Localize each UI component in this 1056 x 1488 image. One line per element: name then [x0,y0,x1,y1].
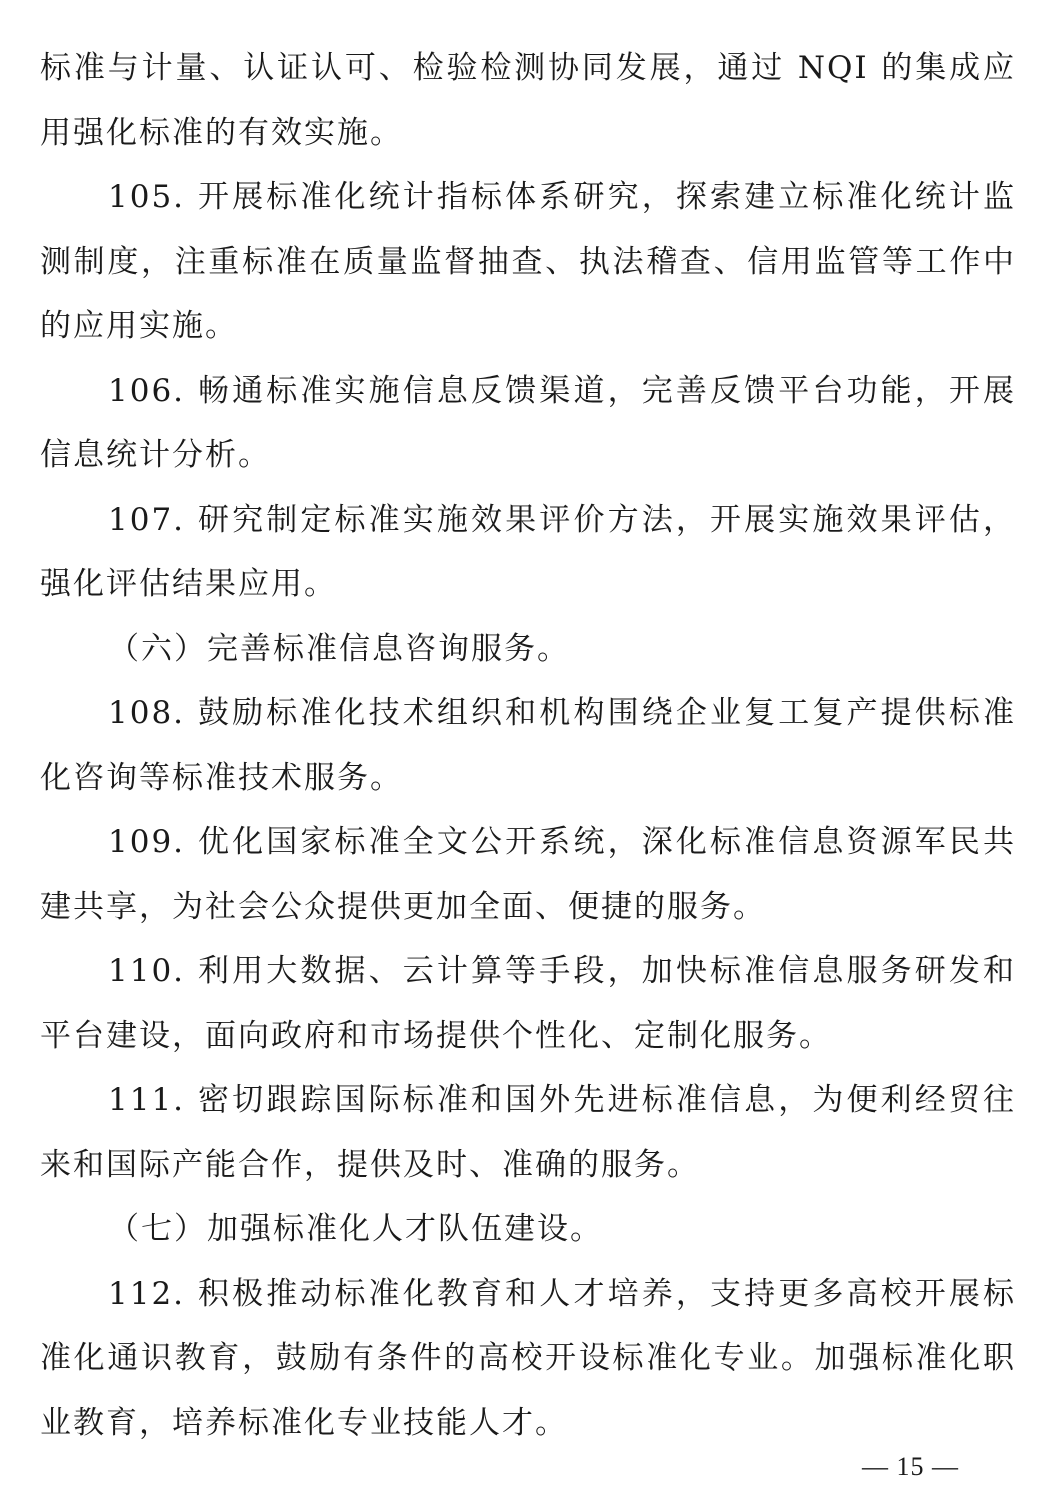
paragraph-item-109: 109. 优化国家标准全文公开系统，深化标准信息资源军民共建共享，为社会公众提供更加全面、便捷的服务。 [40,824,1016,925]
page-number: — 15 — [862,1452,959,1481]
paragraph-item-112: 112. 积极推动标准化教育和人才培养，支持更多高校开展标准化通识教育，鼓励有条件的高校开设标准化专业。加强标准化职业教育，培养标准化专业技能人才。 [40,1275,1016,1441]
paragraph-item-111: 111. 密切跟踪国际标准和国外先进标准信息，为便利经贸往来和国际产能合作，提供及时、准确的服务。 [40,1082,1016,1183]
paragraph-item-107: 107. 研究制定标准实施效果评价方法，开展实施效果评估，强化评估结果应用。 [40,501,1016,602]
paragraph-continuation: 标准与计量、认证认可、检验检测协同发展，通过 NQI 的集成应用强化标准的有效实施。 [40,50,1016,151]
paragraph-item-106: 106. 畅通标准实施信息反馈渠道，完善反馈平台功能，开展信息统计分析。 [40,372,1016,473]
paragraph-item-108: 108. 鼓励标准化技术组织和机构围绕企业复工复产提供标准化咨询等标准技术服务。 [40,695,1016,796]
section-heading-6: （六）完善标准信息咨询服务。 [108,630,570,667]
paragraph-item-110: 110. 利用大数据、云计算等手段，加快标准信息服务研发和平台建设，面向政府和市场提供个性化、定制化服务。 [40,953,1016,1054]
section-heading-7: （七）加强标准化人才队伍建设。 [108,1211,603,1247]
paragraph-item-105: 105. 开展标准化统计指标体系研究，探索建立标准化统计监测制度，注重标准在质量监督抽查、执法稽查、信用监管等工作中的应用实施。 [40,179,1016,344]
document-page [40,36,1016,1455]
